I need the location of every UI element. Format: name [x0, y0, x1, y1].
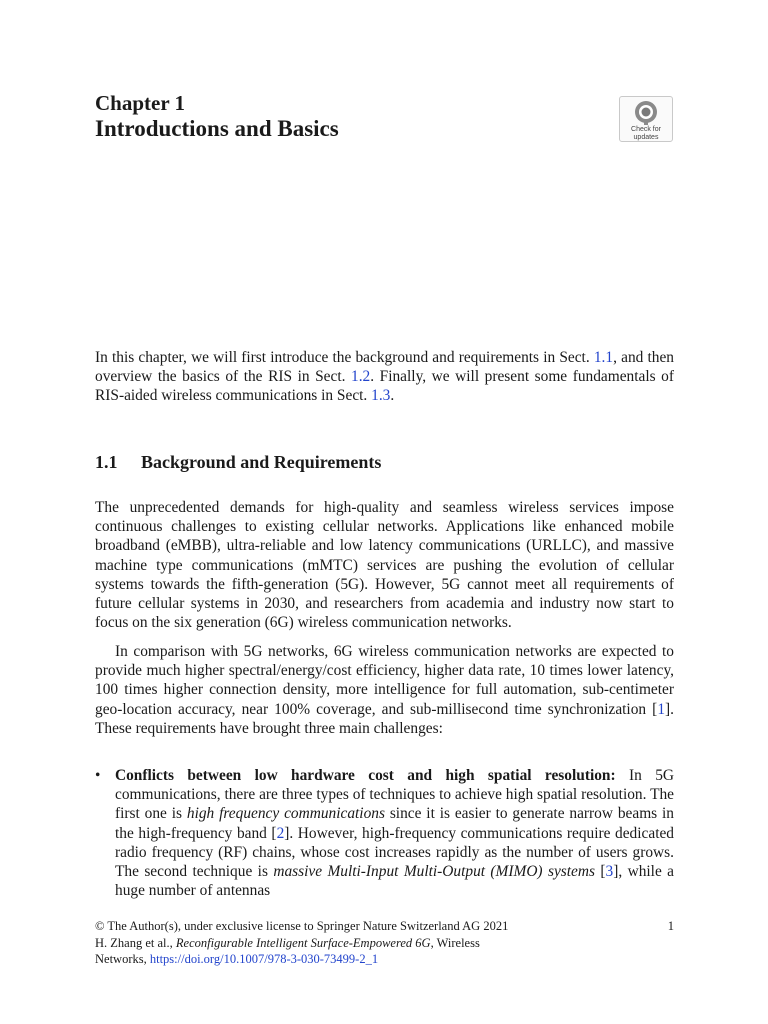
ref-sect-1-1[interactable]: 1.1 [593, 349, 614, 366]
paragraph-2 [95, 642, 674, 738]
citation-line [95, 935, 674, 952]
check-for-updates-badge[interactable] [619, 96, 673, 142]
citation-text: Networks, [95, 952, 150, 966]
badge-text-line1: Check for [631, 126, 661, 133]
section-title: Background and Requirements [141, 452, 382, 472]
citation-1[interactable]: 1 [657, 700, 666, 718]
challenges-list [95, 766, 674, 900]
doi-line [95, 951, 674, 968]
paragraph-1-text: The unprecedented demands for high-quality and seamless wireless services impose continuous challenges to existing cellular networks. Applications like enhanced mobile broadband (eMBB), ultra-reliable and low latency communications (URLLC), and massive machine type communications (mMTC) services are pushing the evolution of cellular systems towards the fifth-generation (5G). However, 5G cannot meet all requirements of future cellular systems in 2030, and researchers from academia and industry now start to focus on the six generation (6G) wireless communication networks. [95, 499, 674, 632]
badge-text-line2: updates [633, 134, 659, 141]
doi-link[interactable]: https://doi.org/10.1007/978-3-030-73499-2_1 [149, 952, 379, 966]
ref-sect-1-2[interactable]: 1.2 [351, 368, 371, 386]
bullet-text: since it is easier to generate narrow beams in the high-frequency band [ [115, 805, 675, 842]
bullet-text: [ [594, 863, 606, 881]
page-number: 1 [667, 919, 674, 933]
bullet-text: In 5G communications, there are three types of techniques to achieve high spatial resolution. The first one is [115, 767, 675, 823]
ref-sect-1-3[interactable]: 1.3 [371, 387, 391, 405]
citation-3[interactable]: 3 [605, 863, 614, 881]
chapter-title: Introductions and Basics [95, 116, 339, 141]
check-updates-icon [632, 100, 660, 126]
bullet-heading: Conflicts between low hardware cost and high spatial resolution: [115, 767, 616, 784]
copyright-line: © The Author(s), under exclusive license to Springer Nature Switzerland AG 2021 [95, 919, 509, 933]
intro-text: . Finally, we will present some fundamentals of RIS-aided wireless communications in Sect. [95, 368, 674, 405]
bullet-italic: high frequency communications [186, 805, 385, 823]
paragraph-2-text: In comparison with 5G networks, 6G wireless communication networks are expected to provide much higher spectral/energy/cost efficiency, higher data rate, 10 times lower latency, 100 times higher connection density, more intelligence for full automation, sub-centimeter geo-location accuracy, near 100% coverage, and sub-millisecond time synchronization [ [95, 643, 674, 718]
citation-2[interactable]: 2 [276, 824, 285, 842]
chapter-label: Chapter 1 [95, 91, 186, 115]
citation-authors: H. Zhang et al., [95, 935, 176, 950]
list-item [95, 766, 674, 900]
page-footer [95, 918, 674, 968]
paragraph-2-text: ]. These requirements have brought three main challenges: [95, 700, 674, 737]
paragraph-1 [95, 498, 674, 632]
section-number: 1.1 [95, 452, 118, 472]
intro-text: . [390, 387, 395, 405]
bullet-italic: massive Multi-Input Multi-Output (MIMO) systems [273, 863, 595, 881]
page [95, 0, 674, 1024]
book-title: Reconfigurable Intelligent Surface-Empowered 6G [175, 935, 431, 950]
section-heading [95, 452, 381, 473]
bullet-text: ], while a huge number of antennas [115, 863, 675, 900]
intro-text: In this chapter, we will first introduce the background and requirements in Sect. [95, 349, 594, 366]
intro-paragraph [95, 348, 674, 406]
bullet-marker: • [95, 767, 101, 784]
intro-text: , and then overview the basics of the RIS in Sect. [95, 349, 675, 386]
bullet-text: ]. However, high-frequency communications require dedicated radio frequency (RF) chains, whose cost increases rapidly as the number of users grows. The second technique is [115, 824, 674, 881]
citation-text: , Wireless [430, 935, 480, 950]
